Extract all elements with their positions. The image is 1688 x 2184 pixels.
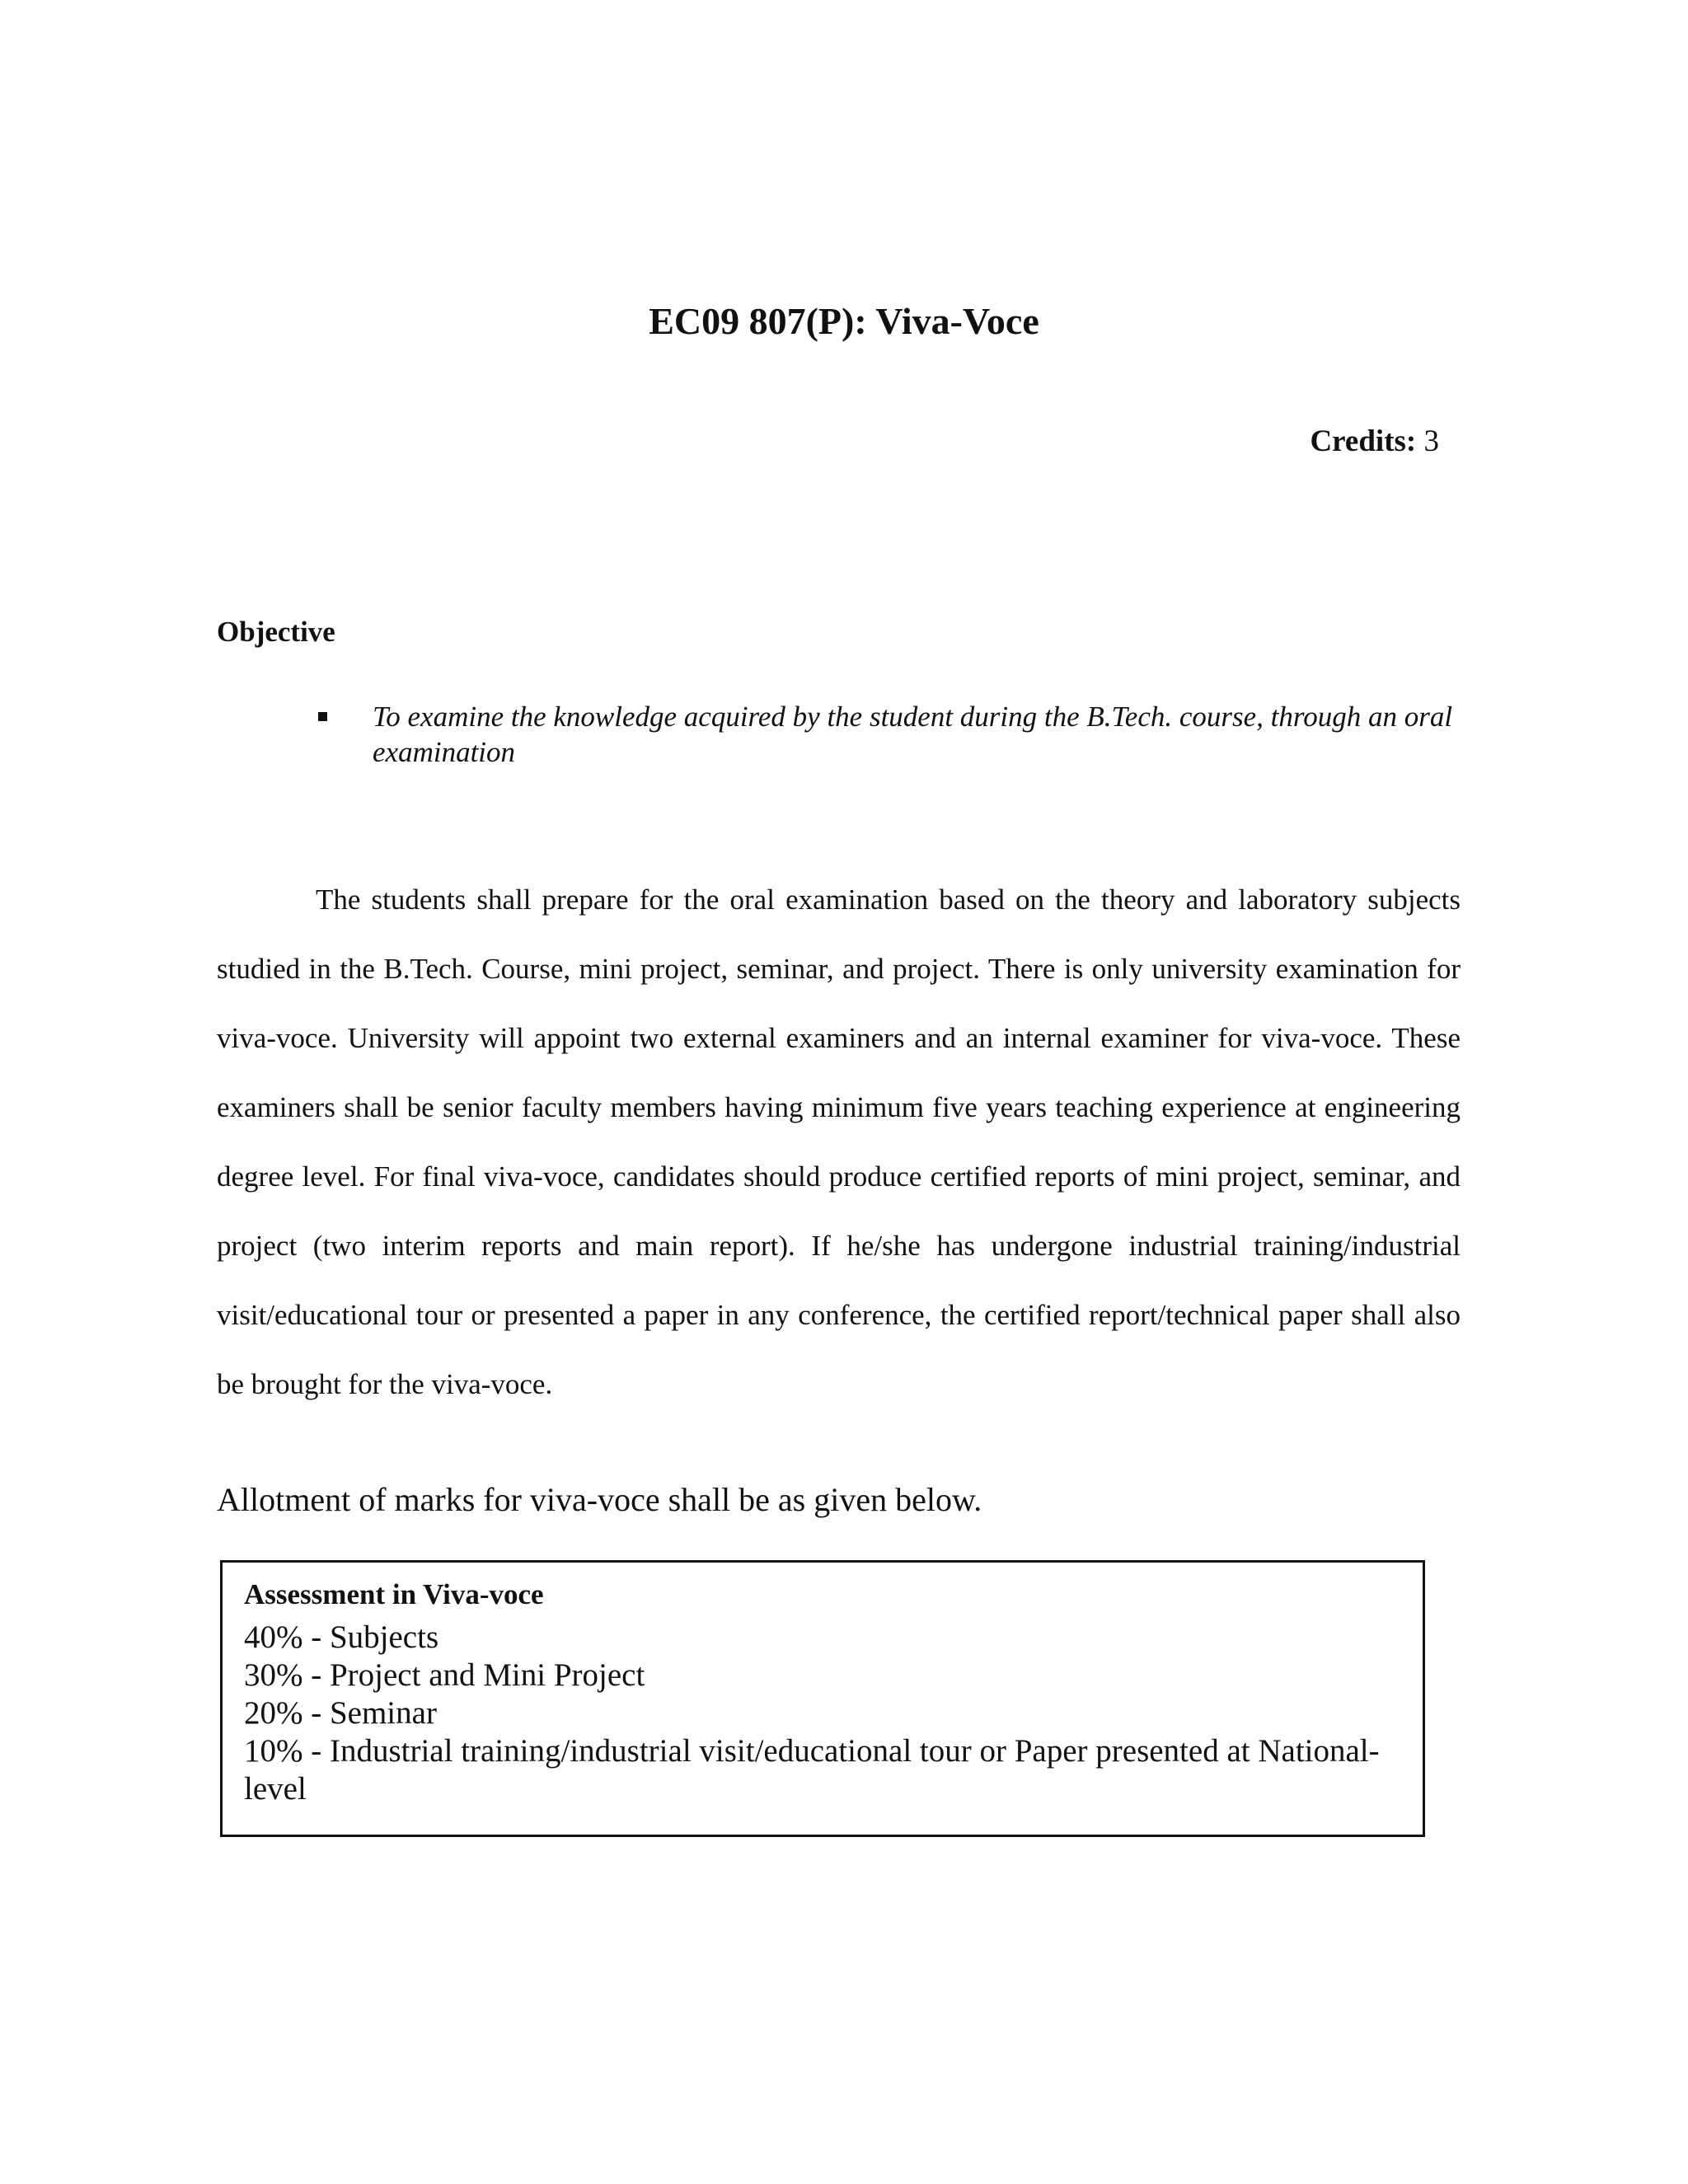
allotment-intro: Allotment of marks for viva-voce shall be as given below. [217,1481,982,1518]
credits-label: Credits: [1310,424,1417,458]
assessment-box [220,1560,1425,1837]
objective-list-item [315,699,1461,770]
assessment-row: 10% - Industrial training/industrial visit/educational tour or Paper presented at National-level [244,1733,1380,1807]
objective-text: To examine the knowledge acquired by the student during the B.Tech. course, through an oral examination [373,701,1453,768]
body-paragraph: The students shall prepare for the oral examination based on the theory and laboratory subjects studied in the B.Tech. Course, mini project, seminar, and project. There is only university examination for viva-voce. University will appoint two external examiners and an internal examiner for viva-voce. These examiners shall be senior faculty members having minimum five years teaching experience at engineering degree level. For final viva-voce, candidates should produce certified reports of mini project, seminar, and project (two interim reports and main report). If he/she has undergone industrial training/industrial visit/educational tour or presented a paper in any conference, the certified report/technical paper shall also be brought for the viva-voce. [217,883,1461,1400]
assessment-title: Assessment in Viva-voce [244,1578,544,1610]
assessment-row: 20% - Seminar [244,1695,437,1731]
credits-value: 3 [1423,424,1439,458]
credits [1310,423,1439,461]
objective-heading: Objective [217,616,335,648]
page-title: EC09 807(P): Viva-Voce [649,300,1039,342]
assessment-row: 40% - Subjects [244,1619,439,1655]
assessment-row: 30% - Project and Mini Project [244,1657,645,1693]
square-bullet-icon [318,712,327,721]
